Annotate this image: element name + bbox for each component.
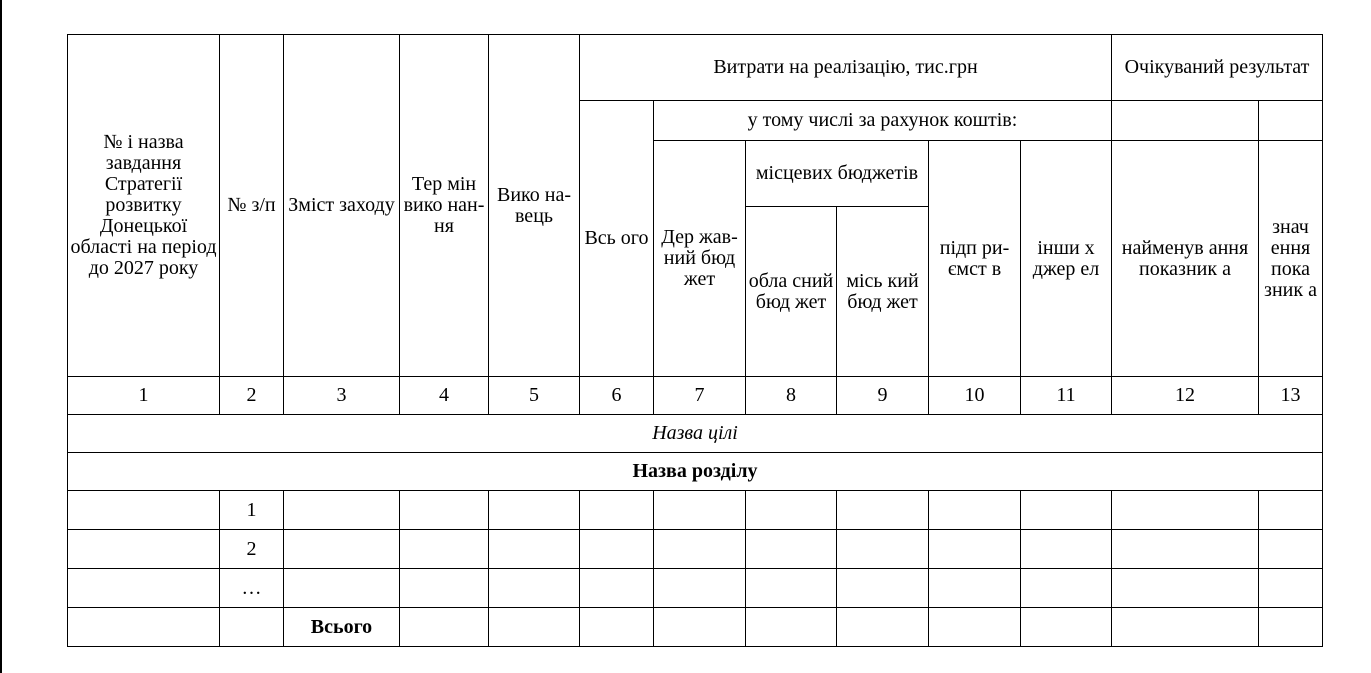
action-plan-table [67,34,1323,647]
header-result-blank-1 [1112,101,1259,141]
table-cell [284,530,400,569]
header-measure-content: Зміст заходу [284,35,400,377]
table-cell [654,491,746,530]
table-cell [1021,491,1112,530]
table-cell [400,530,489,569]
column-number: 2 [220,377,284,415]
column-number: 1 [68,377,220,415]
column-number: 3 [284,377,400,415]
row-number: … [220,569,284,608]
header-total: Всь ого [580,101,654,377]
table-cell [400,608,489,647]
table-cell [837,530,929,569]
column-number: 4 [400,377,489,415]
goal-name-row: Назва цілі [68,415,1323,453]
table-cell [1112,530,1259,569]
row-number [220,608,284,647]
header-other-sources: інши х джер ел [1021,141,1112,377]
total-row [68,608,1323,647]
row-number: 2 [220,530,284,569]
table-cell [654,569,746,608]
table-cell [68,491,220,530]
table-row [68,491,1323,530]
table-cell [837,608,929,647]
table-cell [489,569,580,608]
table-cell [580,530,654,569]
table-cell [489,530,580,569]
header-result-blank-2 [1259,101,1323,141]
table-cell [580,569,654,608]
header-state-budget: Дер жав- ний бюд жет [654,141,746,377]
table-cell [837,491,929,530]
table-cell [400,491,489,530]
header-including-group: у тому числі за рахунок коштів: [654,101,1112,141]
table-cell [929,608,1021,647]
table-cell [489,491,580,530]
column-number: 13 [1259,377,1323,415]
table-cell [746,491,837,530]
table-cell [489,608,580,647]
header-costs-group: Витрати на реалізацію, тис.грн [580,35,1112,101]
table-cell [1259,491,1323,530]
table-cell [580,491,654,530]
table-cell [929,569,1021,608]
table-cell [68,569,220,608]
table-cell [1112,608,1259,647]
header-indicator-value: знач ення пока зник а [1259,141,1323,377]
page-left-edge [0,0,2,673]
section-name-row: Назва розділу [68,453,1323,491]
table-cell [1259,569,1323,608]
header-executor: Вико на- вець [489,35,580,377]
header-city-budget: міcь кий бюд жет [837,207,929,377]
total-label: Всього [284,608,400,647]
header-indicator-name: найменув ання показник а [1112,141,1259,377]
header-expected-result: Очікуваний результат [1112,35,1323,101]
row-number: 1 [220,491,284,530]
table-cell [284,491,400,530]
table-cell [654,608,746,647]
table-row [68,569,1323,608]
column-number-row [68,377,1323,415]
table-cell [746,608,837,647]
table-cell [929,491,1021,530]
column-number: 6 [580,377,654,415]
column-number: 5 [489,377,580,415]
table-cell [746,530,837,569]
table-cell [400,569,489,608]
column-number: 10 [929,377,1021,415]
column-number: 8 [746,377,837,415]
column-number: 9 [837,377,929,415]
table-cell [654,530,746,569]
table-cell [1021,569,1112,608]
table-cell [1112,491,1259,530]
header-deadline: Тер мін вико нан- ня [400,35,489,377]
table-cell [68,530,220,569]
table-cell [1021,608,1112,647]
header-regional-budget: обла сний бюд жет [746,207,837,377]
table-cell [284,569,400,608]
table-cell [68,608,220,647]
table-cell [837,569,929,608]
table-cell [1259,608,1323,647]
table-cell [1259,530,1323,569]
header-item-number: № з/п [220,35,284,377]
column-number: 7 [654,377,746,415]
table-cell [1021,530,1112,569]
table-cell [929,530,1021,569]
column-number: 12 [1112,377,1259,415]
table-cell [746,569,837,608]
column-number: 11 [1021,377,1112,415]
header-task-name: № і назва завдання Стратегії розвитку Донецької області на період до 2027 року [68,35,220,377]
header-enterprises: підп ри- ємст в [929,141,1021,377]
table-row [68,530,1323,569]
header-local-budgets: місцевих бюджетів [746,141,929,207]
table-cell [580,608,654,647]
table-cell [1112,569,1259,608]
